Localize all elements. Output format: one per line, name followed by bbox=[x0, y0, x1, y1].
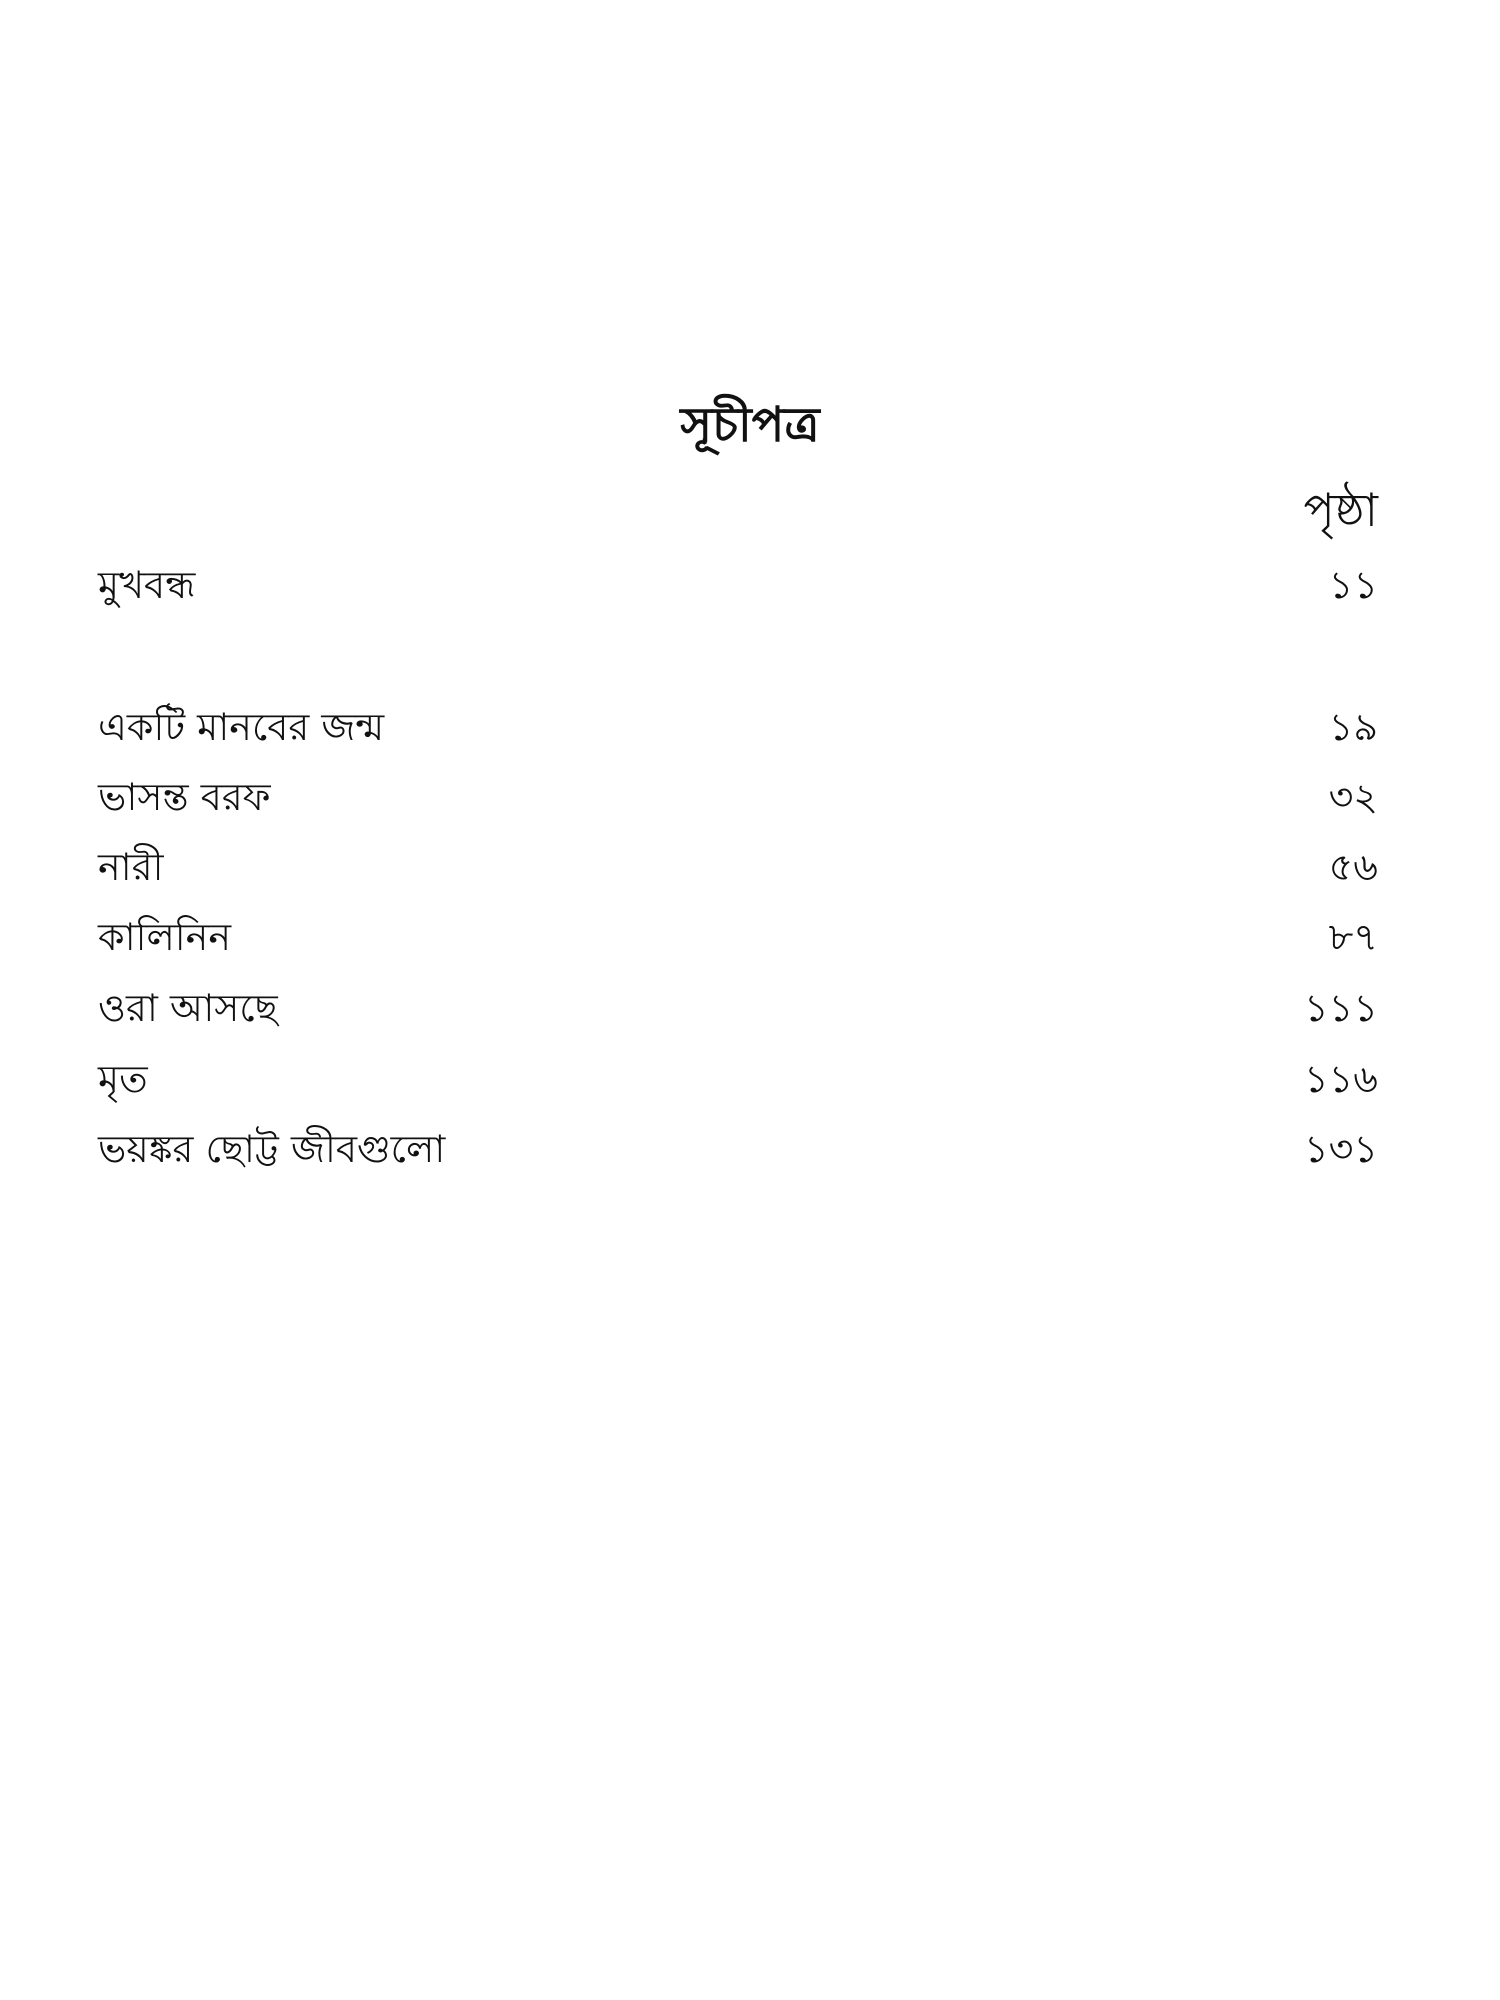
toc-entry bbox=[98, 837, 1378, 897]
toc-entry-title: ওরা আসছে bbox=[98, 986, 278, 1030]
toc-entry-page: ৫৬ bbox=[1328, 845, 1378, 889]
toc-entry bbox=[98, 907, 1378, 967]
toc-entry-page: ১১ bbox=[1328, 563, 1378, 607]
toc-entry-page: ১৯ bbox=[1328, 705, 1378, 749]
toc-entry-title: কালিনিন bbox=[98, 915, 232, 959]
toc-entry-page: ১৩১ bbox=[1303, 1127, 1378, 1171]
toc-entry-page: ১১৬ bbox=[1303, 1057, 1378, 1101]
toc-entry-page: ৩২ bbox=[1328, 775, 1378, 819]
toc-entry-title: একটি মানবের জন্ম bbox=[98, 705, 385, 749]
toc-entry bbox=[98, 555, 1378, 615]
page-title: সূচীপত্র bbox=[680, 397, 820, 453]
toc-entry-title: মুখবন্ধ bbox=[98, 563, 196, 607]
toc-entry bbox=[98, 767, 1378, 827]
toc-entry bbox=[98, 1119, 1378, 1179]
toc-entry bbox=[98, 978, 1378, 1038]
toc-entry-page: ৮৭ bbox=[1328, 915, 1378, 959]
toc-entry-title: ভয়ঙ্কর ছোট্ট জীবগুলো bbox=[98, 1127, 446, 1171]
toc-entry-page: ১১১ bbox=[1304, 986, 1378, 1030]
toc-entry bbox=[98, 697, 1378, 757]
page-column-header: পৃষ্ঠা bbox=[1303, 483, 1378, 537]
toc-entry-title: ভাসন্ত বরফ bbox=[98, 775, 271, 819]
toc-entry-title: মৃত bbox=[98, 1057, 148, 1101]
toc-entry-title: নারী bbox=[98, 845, 164, 889]
toc-entry bbox=[98, 1049, 1378, 1109]
